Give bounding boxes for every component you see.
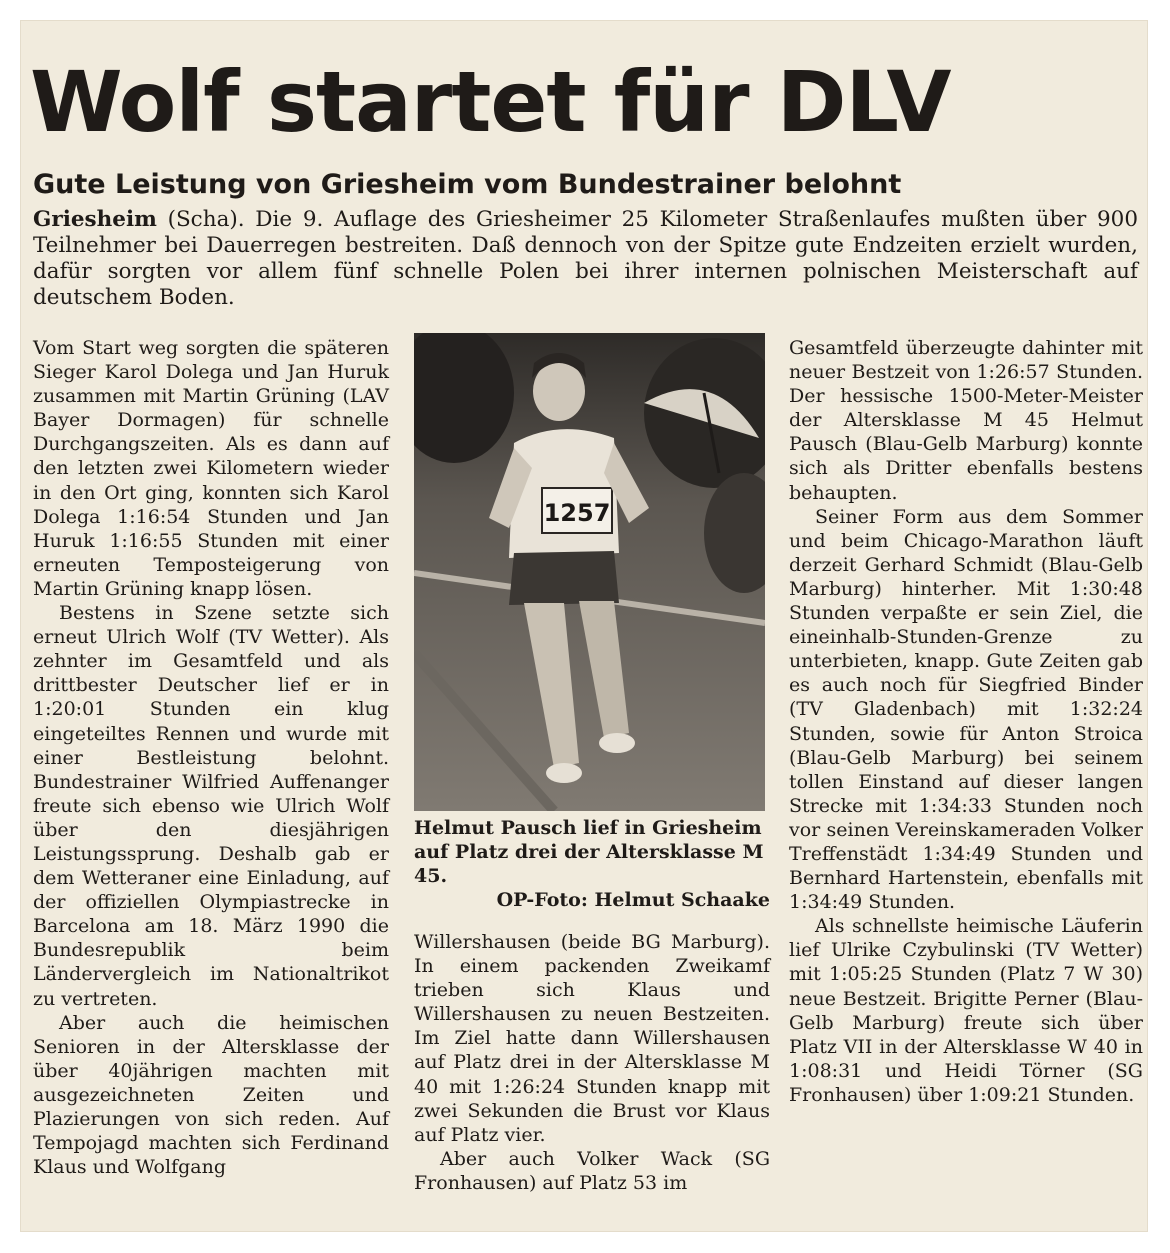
article-headline: Wolf startet für DLV xyxy=(30,53,951,151)
photo-credit: OP-Foto: Helmut Schaake xyxy=(496,889,770,911)
photo-caption xyxy=(414,816,770,912)
article-lead xyxy=(33,207,1138,311)
photo-caption-text: Helmut Pausch lief in Griesheim auf Platz drei der Altersklasse M 45. xyxy=(414,817,764,887)
column-1 xyxy=(33,336,389,1179)
column-1-paragraph: Aber auch die heimischen Senioren in der Altersklasse der über 40jährigen machten mit ausgezeichneten Zeiten und Plazierungen von sich reden. Auf Tempojagd machten sich Ferdinand Klaus und Wolfgang xyxy=(33,1011,389,1179)
column-2-paragraph: Aber auch Volker Wack (SG Fronhausen) auf Platz 53 im xyxy=(414,1147,770,1194)
column-3-paragraph: Als schnellste heimische Läuferin lief Ulrike Czybulinski (TV Wetter) mit 1:05:25 Stunden (Platz 7 W 30) neue Bestzeit. Brigitte Perner (Blau-Gelb Marburg) freute sich über Platz VII in der Altersklasse W 40 in 1:08:31 und Heidi Törner (SG Fronhausen) über 1:09:21 Stunden. xyxy=(789,915,1143,1106)
column-2 xyxy=(414,930,770,1195)
dateline: Griesheim xyxy=(33,207,157,232)
column-1-paragraph: Vom Start weg sorgten die späteren Sieger Karol Dolega und Jan Huruk zusammen mit Martin Grüning (LAV Bayer Dormagen) für schnelle Durchgangszeiten. Als es dann auf den letzten zwei Kilometern wieder in den Ort ging, konnten sich Karol Dolega 1:16:54 Stunden und Jan Huruk 1:16:55 Stunden mit einer erneuten Temposteigerung von Martin Grüning knapp lösen. xyxy=(33,337,389,600)
runner-photo xyxy=(414,333,765,811)
bib-number: 1257 xyxy=(543,499,611,527)
article-subheadline: Gute Leistung von Griesheim vom Bundestrainer belohnt xyxy=(33,169,902,200)
column-1-paragraph: Bestens in Szene setzte sich erneut Ulrich Wolf (TV Wetter). Als zehnter im Gesamtfeld und als drittbester Deutscher lief er in 1:20:01 Stunden ein klug eingeteiltes Rennen und wurde mit einer Bestleistung belohnt. Bundestrainer Wilfried Auffenanger freute sich ebenso wie Ulrich Wolf über den diesjährigen Leistungssprung. Deshalb gab er dem Wetteraner eine Einladung, auf der offiziellen Olympiastrecke in Barcelona am 18. März 1990 die Bundesrepublik beim Ländervergleich im Nationaltrikot zu vertreten. xyxy=(33,602,389,1010)
runner-photo-image xyxy=(414,333,765,811)
column-3-paragraph: Gesamtfeld überzeugte dahinter mit neuer Bestzeit von 1:26:57 Stunden. Der hessische 1500-Meter-Meister der Altersklasse M 45 Helmut Pausch (Blau-Gelb Marburg) konnte sich als Dritter ebenfalls bestens behaupten. xyxy=(789,337,1143,504)
column-2-paragraph: Willershausen (beide BG Marburg). In einem packenden Zweikamf trieben sich Klaus und Willershausen zu neuen Bestzeiten. Im Ziel hatte dann Willershausen auf Platz drei in der Altersklasse M 40 mit 1:26:24 Stunden knapp mit zwei Sekunden die Brust vor Klaus auf Platz vier. xyxy=(414,931,770,1146)
lead-text: (Scha). Die 9. Auflage des Griesheimer 25 Kilometer Straßenlaufes mußten über 900 Teilnehmer bei Dauerregen bestreiten. Daß dennoch von der Spitze gute Endzeiten erzielt wurden, dafür sorgten vor allem fünf schnelle Polen bei ihrer internen polnischen Meisterschaft auf deutschem Boden. xyxy=(33,207,1138,310)
column-3 xyxy=(789,336,1143,1107)
column-3-paragraph: Seiner Form aus dem Sommer und beim Chicago-Marathon läuft derzeit Gerhard Schmidt (Blau-Gelb Marburg) hinterher. Mit 1:30:48 Stunden verpaßte er sein Ziel, die eineinhalb-Stunden-Grenze zu unterbieten, knapp. Gute Zeiten gab es auch noch für Siegfried Binder (TV Gladenbach) mit 1:32:24 Stunden, sowie für Anton Stroica (Blau-Gelb Marburg) bei seinem tollen Einstand auf dieser langen Strecke mit 1:34:33 Stunden noch vor seinen Vereinskameraden Volker Treffenstädt 1:34:49 Stunden und Bernhard Hartenstein, ebenfalls mit 1:34:49 Stunden. xyxy=(789,505,1143,914)
